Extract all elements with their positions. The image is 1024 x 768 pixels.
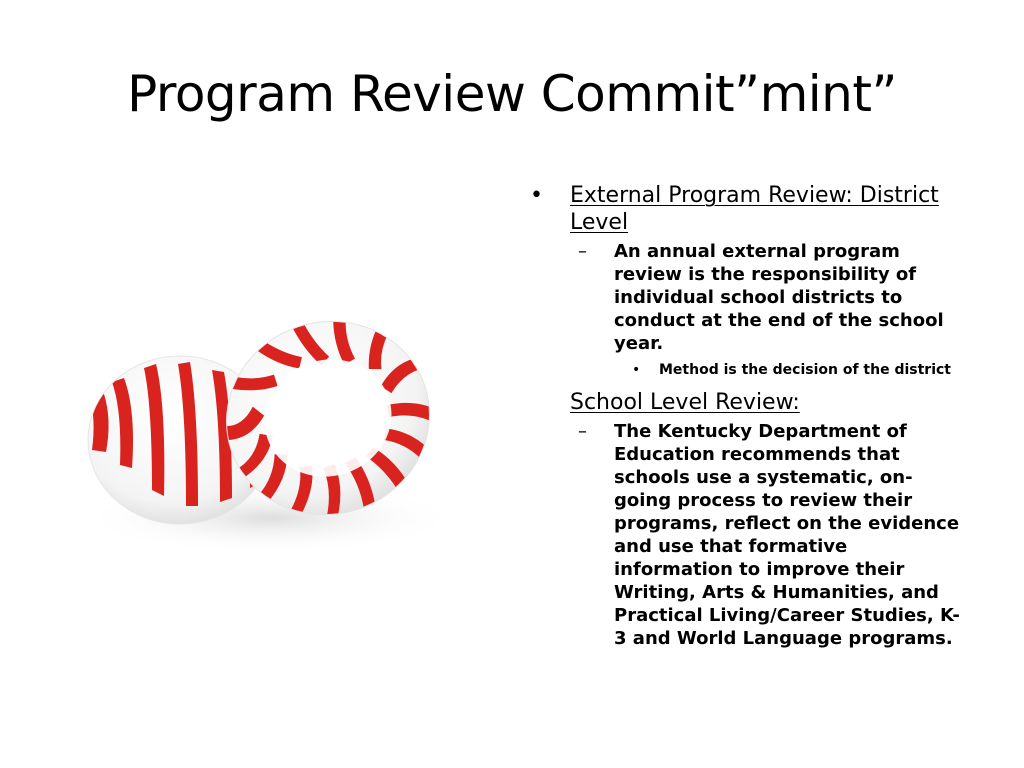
peppermint-candy-illustration — [60, 290, 480, 570]
sub-sub-bullet-method — [528, 361, 968, 379]
dash-marker: – — [578, 421, 587, 442]
bullet-heading-school-review: School Level Review: — [570, 390, 800, 415]
sub-bullet-annual-review — [528, 240, 968, 355]
bullet-marker: • — [530, 183, 543, 208]
sub-bullet-kde-recommendation-text: The Kentucky Department of Education recommends that schools use a systematic, on-going process to review their programs, reflect on the evidence and use that formative information to improve their Writing, Arts & Humanities, and Practical Living/Career Studies, K-3 and World Language programs. — [614, 421, 960, 649]
dash-marker: – — [578, 241, 587, 262]
sub-bullet-annual-review-text: An annual external program review is the responsibility of individual school districts to conduct at the end of the school year. — [614, 241, 944, 354]
peppermint-candy-image — [60, 290, 480, 570]
sub-bullet-kde-recommendation — [528, 420, 968, 650]
slide-body — [528, 182, 968, 650]
bullet-external-program-review — [528, 182, 968, 236]
bullet-marker-small: • — [632, 362, 641, 378]
slide-title: Program Review Commit”mint” — [127, 65, 897, 123]
sub-sub-bullet-method-text: Method is the decision of the district — [659, 362, 951, 378]
bullet-school-level-review — [528, 389, 968, 416]
bullet-heading-external-review: External Program Review: District Level — [570, 183, 939, 235]
